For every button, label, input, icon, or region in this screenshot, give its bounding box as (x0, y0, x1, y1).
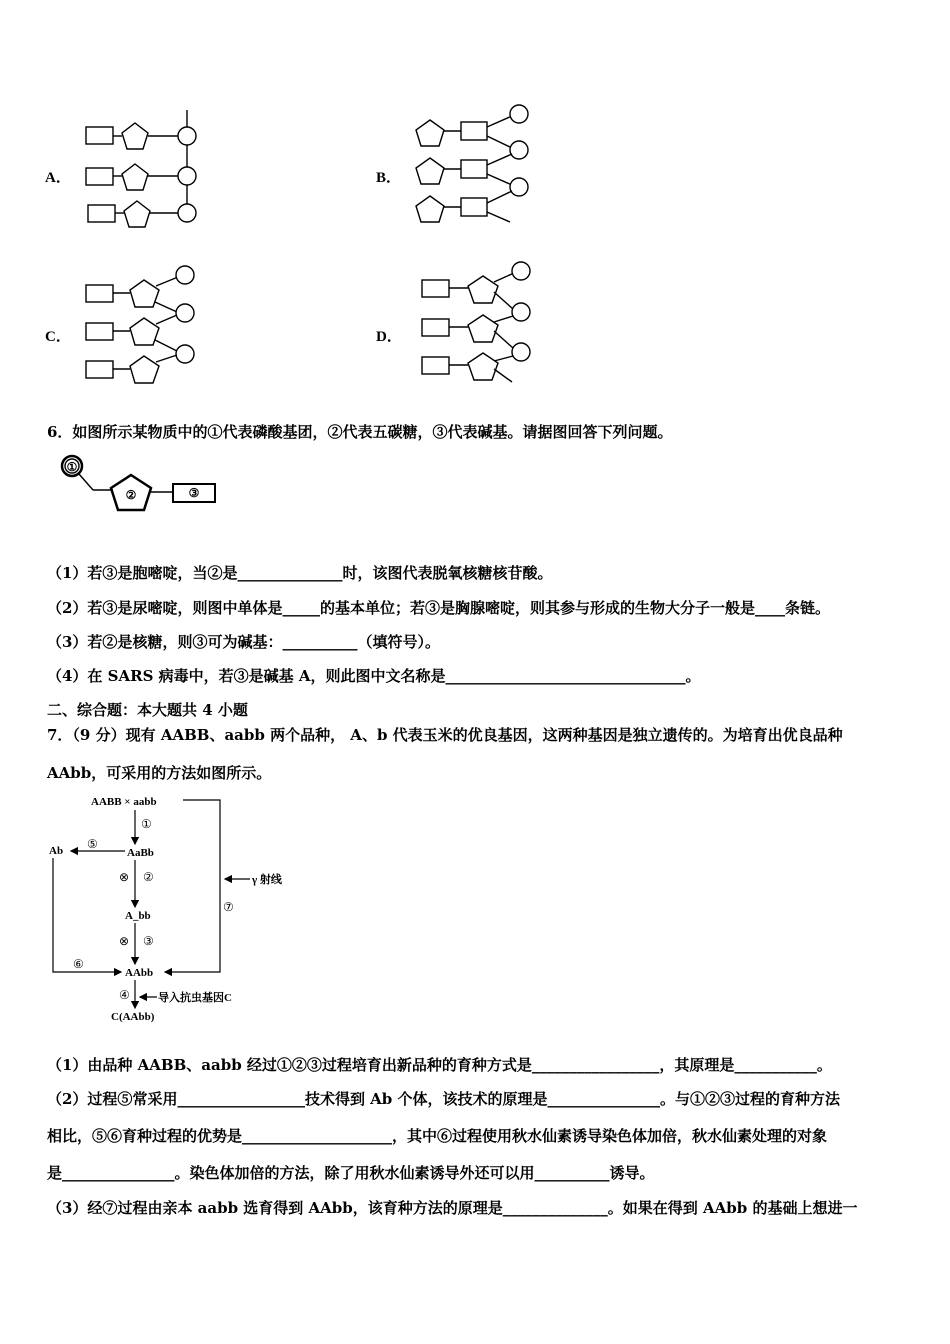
step-2: ② (143, 870, 154, 884)
option-a-diagram (80, 110, 210, 235)
option-a-label: A． (45, 170, 71, 186)
label-1: ① (66, 460, 78, 474)
option-b-label: B． (376, 170, 402, 186)
option-b-diagram (410, 100, 540, 230)
q7-part-2-line3: 是_______________。染色体加倍的方法，除了用秋水仙素诱导外还可以用__________诱导。 (47, 1164, 655, 1182)
q7-part-3: （3）经⑦过程由亲本 aabb 选育得到 AAbb，该育种方法的原理是______________。如果在得到 AAbb 的基础上想进一 (47, 1199, 858, 1217)
nucleotide-diagram (55, 450, 225, 520)
label-2: ② (125, 488, 137, 502)
f1-label: AaBb (127, 847, 154, 859)
q6-part-4: （4）在 SARS 病毒中，若③是碱基 A，则此图中文名称是________________________________。 (47, 667, 701, 685)
final-label: C(AAbb) (111, 1011, 155, 1023)
step-7: ⑦ (223, 900, 234, 914)
gamma-label: γ 射线 (252, 874, 282, 886)
insert-gene-label: 导入抗虫基因C (158, 992, 232, 1004)
step-5: ⑤ (87, 837, 98, 851)
section-heading: 二、综合题：本大题共 4 小题 (47, 701, 248, 719)
option-d-label: D． (376, 329, 402, 345)
q7-part-2-line2: 相比，⑤⑥育种过程的优势是____________________，其中⑥过程使用秋水仙素诱导染色体加倍，秋水仙素处理的对象 (47, 1127, 828, 1145)
step-3: ③ (143, 934, 154, 948)
step-6: ⑥ (73, 957, 84, 971)
option-c-diagram (80, 262, 210, 392)
q7-stem-line2: AAbb，可采用的方法如图所示。 (47, 764, 272, 782)
q6-part-3: （3）若②是核糖，则③可为碱基：__________（填符号）。 (47, 633, 440, 651)
abb-label: A_bb (125, 910, 151, 922)
q6-part-1: （1）若③是胞嘧啶，当②是______________时，该图代表脱氧核糖核苷酸。 (47, 564, 553, 582)
q7-part-1: （1）由品种 AABB、aabb 经过①②③过程培育出新品种的育种方式是_________________，其原理是___________。 (47, 1056, 832, 1074)
q7-stem-line1: 7．（9 分）现有 AABB、aabb 两个品种， A、b 代表玉米的优良基因，这两种基因是独立遗传的。为培育出优良品种 (47, 726, 843, 744)
q7-part-2-line1: （2）过程⑤常采用_________________技术得到 Ab 个体，该技术的原理是_______________。与①②③过程的育种方法 (47, 1090, 841, 1108)
step-1: ① (141, 817, 152, 831)
label-3: ③ (188, 486, 200, 500)
ab-label: Ab (49, 845, 64, 857)
option-c-label: C． (45, 329, 71, 345)
q6-stem: 6．如图所示某物质中的①代表磷酸基团，②代表五碳糖，③代表碱基。请据图回答下列问题。 (47, 423, 673, 441)
parents-label: AABB × aabb (91, 796, 157, 808)
option-d-diagram (416, 258, 546, 388)
aabb-target-label: AAbb (125, 967, 154, 979)
q6-part-2: （2）若③是尿嘧啶，则图中单体是_____的基本单位；若③是胸腺嘧啶，则其参与形成的生物大分子一般是____条链。 (47, 599, 830, 617)
self-cross-2: ⊗ (119, 934, 130, 948)
step-4: ④ (119, 988, 130, 1002)
breeding-diagram (45, 788, 305, 1028)
self-cross-1: ⊗ (119, 870, 130, 884)
